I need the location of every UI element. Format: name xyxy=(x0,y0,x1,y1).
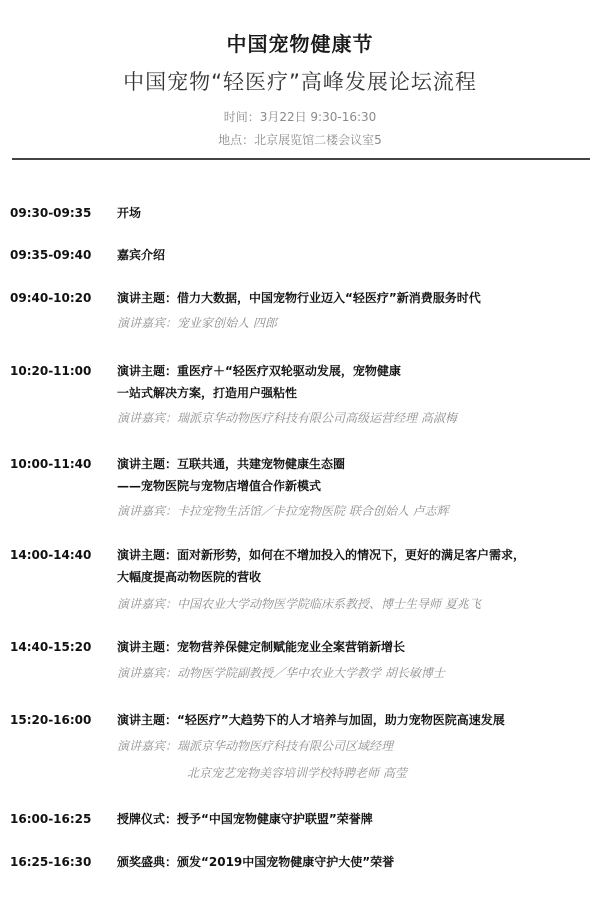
session-topic-line: 演讲主题：重医疗＋“轻医疗双轮驱动发展，宠物健康 xyxy=(117,364,401,378)
session-topic: 演讲主题：“轻医疗”大趋势下的人才培养与加固，助力宠物医院高速发展 xyxy=(117,713,505,727)
festival-title: 中国宠物健康节 xyxy=(226,32,374,56)
session-time: 10:00-11:40 xyxy=(10,457,92,471)
header-divider xyxy=(12,158,590,160)
session-time: 14:40-15:20 xyxy=(10,640,92,654)
session-speaker: 演讲嘉宾：瑞派京华动物医疗科技有限公司区域经理 xyxy=(117,739,394,753)
session-time: 14:00-14:40 xyxy=(10,548,92,562)
session-topic-line: 演讲主题：面对新形势，如何在不增加投入的情况下，更好的满足客户需求， xyxy=(117,548,526,562)
session-time: 16:00-16:25 xyxy=(10,812,92,826)
session-speaker: 演讲嘉宾：中国农业大学动物医学院临床系教授、博士生导师 夏兆飞 xyxy=(117,597,481,611)
session-speaker: 演讲嘉宾：动物医学院副教授／华中农业大学教学 胡长敏博士 xyxy=(117,666,445,680)
event-location: 地点：北京展览馆二楼会议室5 xyxy=(218,133,382,147)
session-topic-line: 演讲主题：互联共通，共建宠物健康生态圈 xyxy=(117,457,346,471)
session-topic: 颁奖盛典：颁发“2019中国宠物健康守护大使”荣誉 xyxy=(117,855,395,869)
session-speaker: 演讲嘉宾：卡拉宠物生活馆／卡拉宠物医院 联合创始人 卢志辉 xyxy=(117,504,449,518)
session-topic: 授牌仪式：授予“中国宠物健康守护联盟”荣誉牌 xyxy=(117,812,373,826)
session-speaker: 演讲嘉宾：宠业家创始人 四郎 xyxy=(117,316,277,330)
forum-title: 中国宠物“轻医疗”高峰发展论坛流程 xyxy=(123,70,477,94)
session-topic xyxy=(117,453,595,497)
session-topic: 演讲主题：借力大数据，中国宠物行业迈入“轻医疗”新消费服务时代 xyxy=(117,291,481,305)
session-topic: 演讲主题：宠物营养保健定制赋能宠业全案营销新增长 xyxy=(117,640,406,654)
event-time: 时间：3月22日 9:30-16:30 xyxy=(223,110,377,124)
session-topic: 嘉宾介绍 xyxy=(117,248,166,262)
session-time: 10:20-11:00 xyxy=(10,364,92,378)
session-topic: 开场 xyxy=(117,206,142,220)
session-topic-line: ——宠物医院与宠物店增值合作新模式 xyxy=(117,479,322,493)
session-speaker-secondary: 北京宠艺宠物美容培训学校特聘老师 高莹 xyxy=(187,766,407,780)
session-speaker: 演讲嘉宾：瑞派京华动物医疗科技有限公司高级运营经理 高淑梅 xyxy=(117,411,457,425)
session-topic-line: 大幅度提高动物医院的营收 xyxy=(117,570,262,584)
session-time: 15:20-16:00 xyxy=(10,713,92,727)
session-time: 09:35-09:40 xyxy=(10,248,92,262)
session-topic-line: 一站式解决方案，打造用户强粘性 xyxy=(117,386,298,400)
session-topic xyxy=(117,360,595,404)
session-time: 09:40-10:20 xyxy=(10,291,92,305)
session-time: 09:30-09:35 xyxy=(10,206,92,220)
session-topic xyxy=(117,544,595,588)
session-time: 16:25-16:30 xyxy=(10,855,92,869)
